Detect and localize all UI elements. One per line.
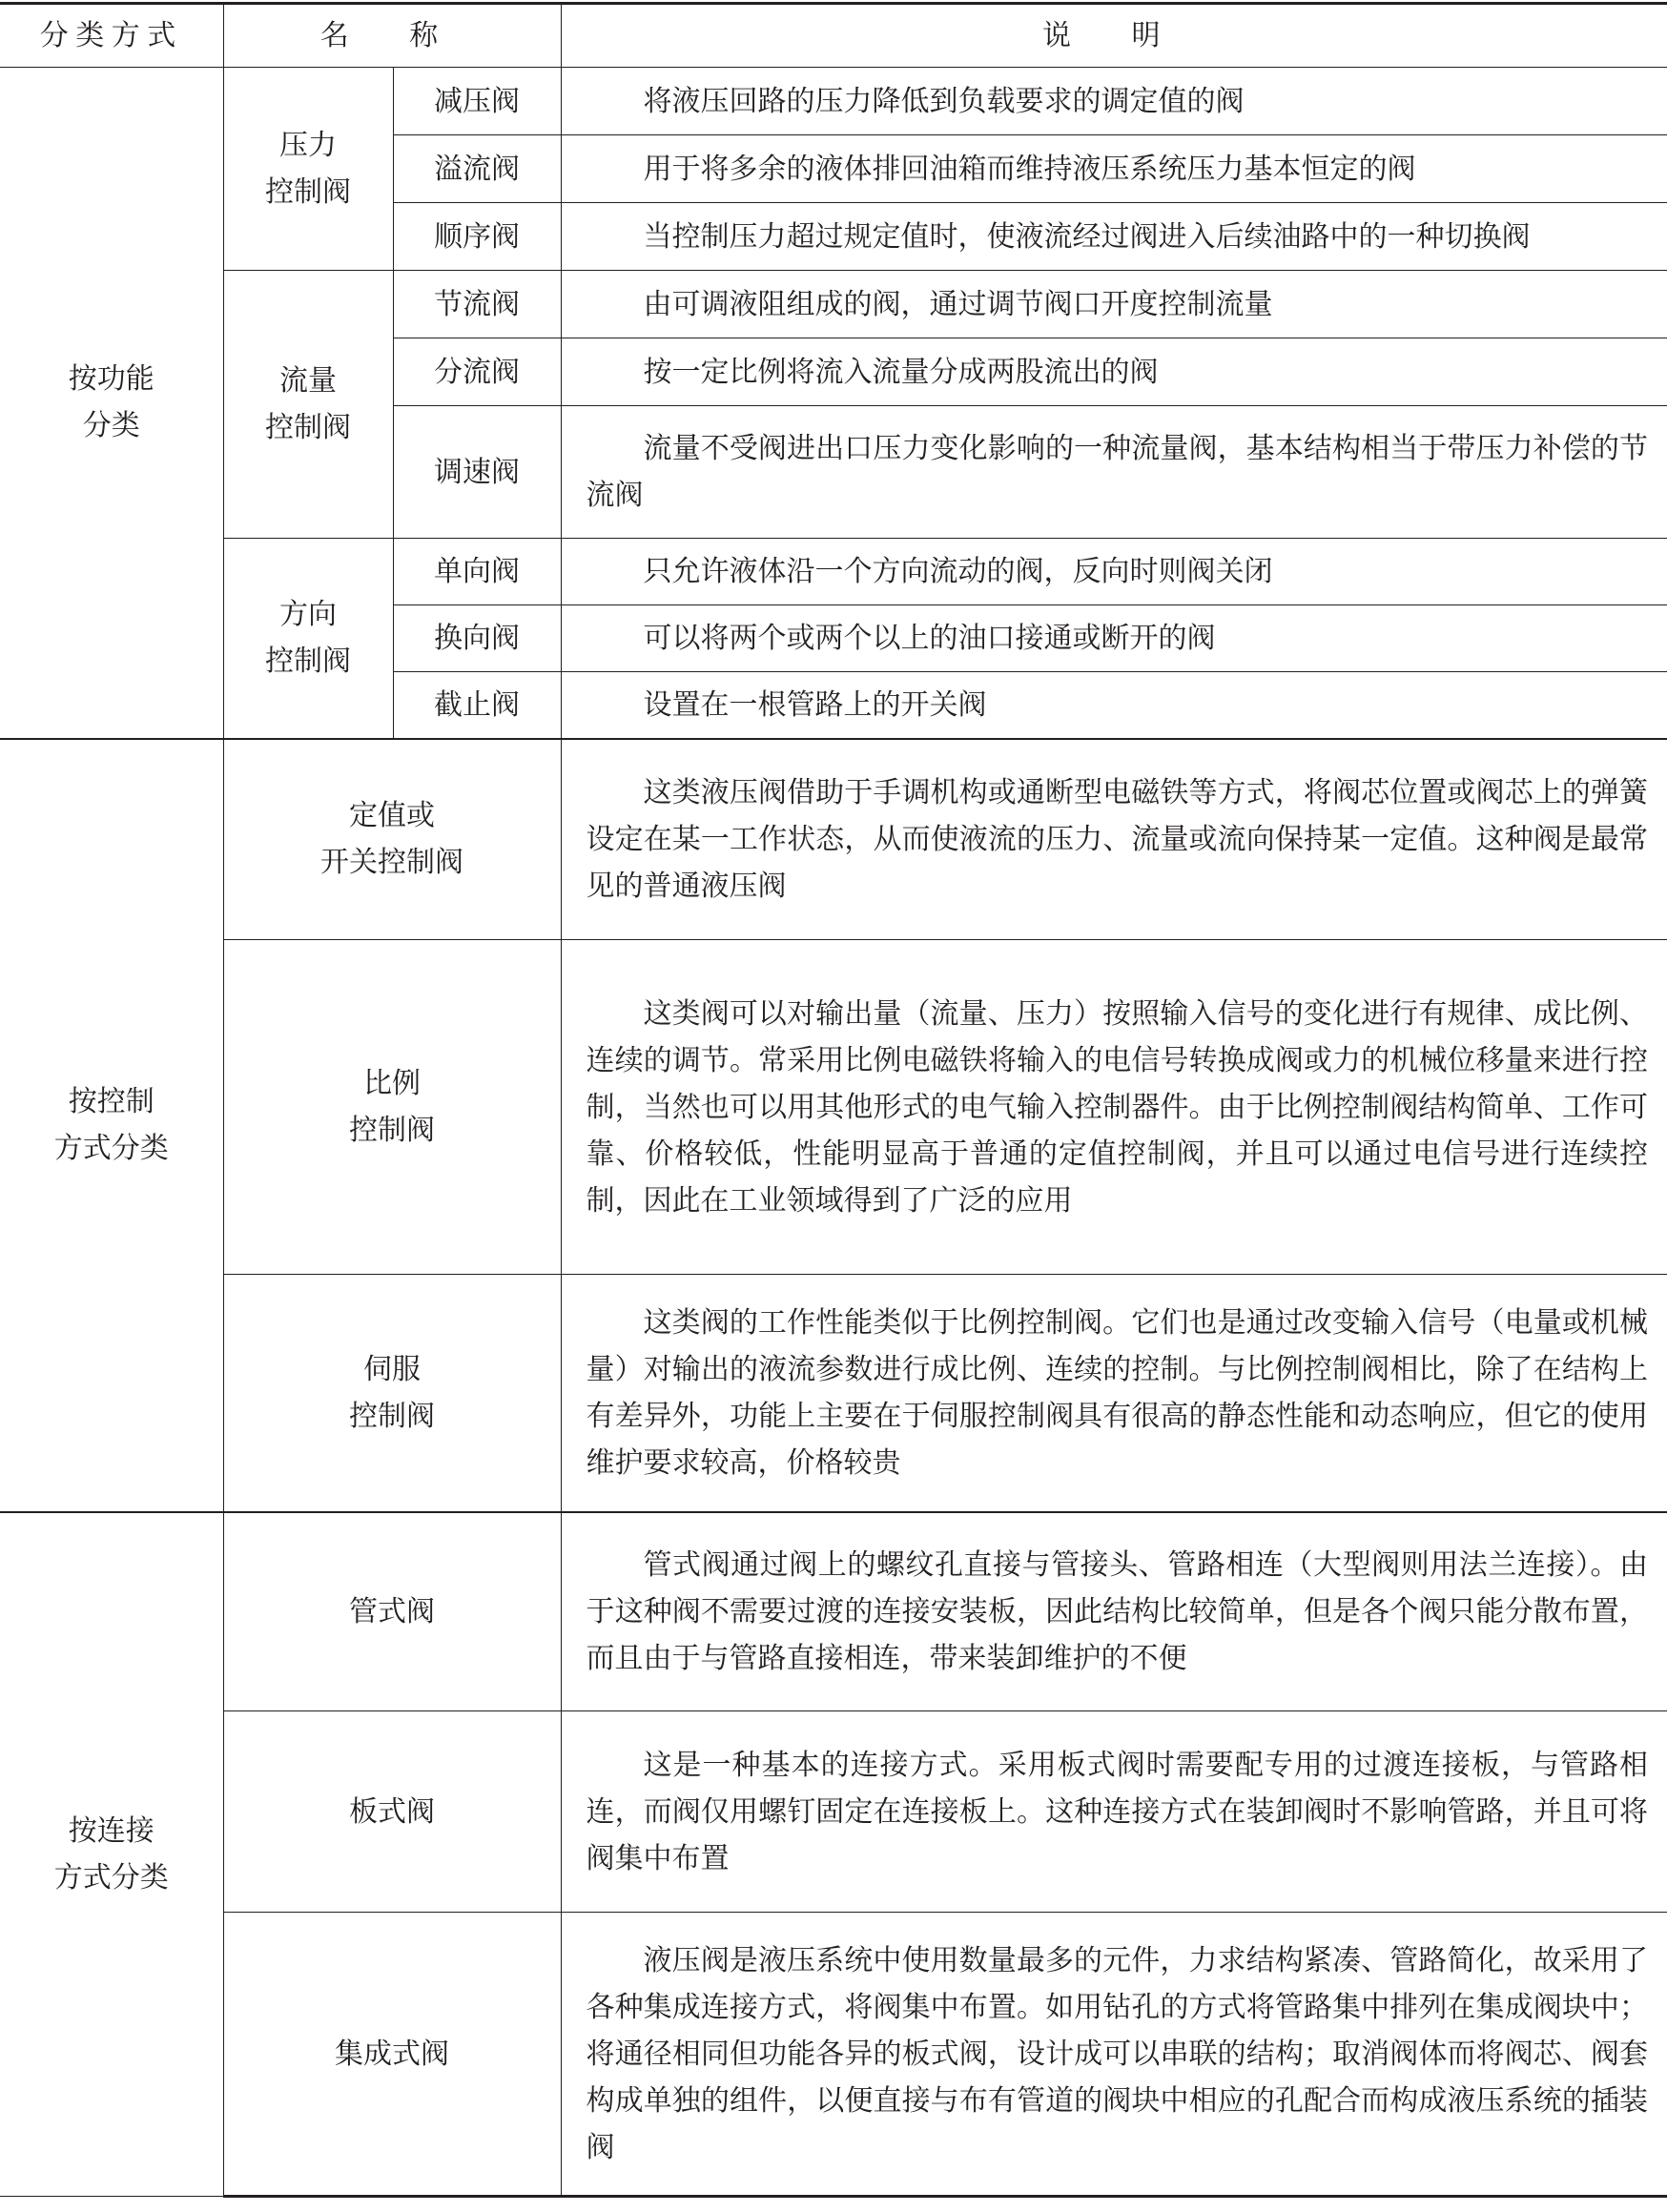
header-name: 名 称: [223, 4, 561, 68]
group-flow-control: 流量 控制阀: [223, 271, 393, 539]
valve-name: 管式阀: [223, 1512, 561, 1711]
group-pressure-control: 压力 控制阀: [223, 68, 393, 271]
header-description: 说 明: [561, 4, 1667, 68]
valve-name: 换向阀: [393, 605, 561, 672]
valve-description: 流量不受阀进出口压力变化影响的一种流量阀，基本结构相当于带压力补偿的节流阀: [561, 406, 1667, 539]
valve-name: 节流阀: [393, 271, 561, 338]
table-row: [0, 1711, 1667, 1913]
valve-name: 调速阀: [393, 406, 561, 539]
table-row: [0, 271, 1667, 338]
valve-description: 将液压回路的压力降低到负载要求的调定值的阀: [561, 68, 1667, 135]
valve-description: 这是一种基本的连接方式。采用板式阀时需要配专用的过渡连接板，与管路相连，而阀仅用螺钉固定在连接板上。这种连接方式在装卸阀时不影响管路，并且可将阀集中布置: [561, 1711, 1667, 1913]
table-row: [0, 739, 1667, 940]
valve-name: 比例 控制阀: [223, 940, 561, 1275]
valve-description: 只允许液体沿一个方向流动的阀，反向时则阀关闭: [561, 539, 1667, 605]
valve-name: 伺服 控制阀: [223, 1275, 561, 1512]
valve-name: 板式阀: [223, 1711, 561, 1913]
valve-description: 设置在一根管路上的开关阀: [561, 672, 1667, 739]
table-header-row: [0, 4, 1667, 68]
valve-classification-table: [0, 2, 1667, 2198]
category-control-method: 按控制 方式分类: [0, 739, 223, 1512]
category-function: 按功能 分类: [0, 68, 223, 739]
valve-description: 当控制压力超过规定值时，使液流经过阀进入后续油路中的一种切换阀: [561, 203, 1667, 271]
valve-description: 用于将多余的液体排回油箱而维持液压系统压力基本恒定的阀: [561, 135, 1667, 203]
table-row: [0, 539, 1667, 605]
valve-description: 这类液压阀借助于手调机构或通断型电磁铁等方式，将阀芯位置或阀芯上的弹簧设定在某一工作状态，从而使液流的压力、流量或流向保持某一定值。这种阀是最常见的普通液压阀: [561, 739, 1667, 940]
valve-name: 单向阀: [393, 539, 561, 605]
table-row: [0, 940, 1667, 1275]
valve-name: 截止阀: [393, 672, 561, 739]
valve-description: 液压阀是液压系统中使用数量最多的元件，力求结构紧凑、管路简化，故采用了各种集成连接方式，将阀集中布置。如用钻孔的方式将管路集中排列在集成阀块中；将通径相同但功能各异的板式阀，设计成可以串联的结构；取消阀体而将阀芯、阀套构成单独的组件，以便直接与布有管道的阀块中相应的孔配合而构成液压系统的插装阀: [561, 1913, 1667, 2197]
valve-name: 定值或 开关控制阀: [223, 739, 561, 940]
valve-name: 顺序阀: [393, 203, 561, 271]
valve-description: 管式阀通过阀上的螺纹孔直接与管接头、管路相连（大型阀则用法兰连接）。由于这种阀不需要过渡的连接安装板，因此结构比较简单，但是各个阀只能分散布置，而且由于与管路直接相连，带来装卸维护的不便: [561, 1512, 1667, 1711]
valve-description: 这类阀可以对输出量（流量、压力）按照输入信号的变化进行有规律、成比例、连续的调节。常采用比例电磁铁将输入的电信号转换成阀或力的机械位移量来进行控制，当然也可以用其他形式的电气输入控制器件。由于比例控制阀结构简单、工作可靠、价格较低，性能明显高于普通的定值控制阀，并且可以通过电信号进行连续控制，因此在工业领域得到了广泛的应用: [561, 940, 1667, 1275]
category-connection-method: 按连接 方式分类: [0, 1512, 223, 2197]
valve-description: 这类阀的工作性能类似于比例控制阀。它们也是通过改变输入信号（电量或机械量）对输出的液流参数进行成比例、连续的控制。与比例控制阀相比，除了在结构上有差异外，功能上主要在于伺服控制阀具有很高的静态性能和动态响应，但它的使用维护要求较高，价格较贵: [561, 1275, 1667, 1512]
valve-name: 减压阀: [393, 68, 561, 135]
group-direction-control: 方向 控制阀: [223, 539, 393, 739]
table-row: [0, 1512, 1667, 1711]
valve-name: 分流阀: [393, 338, 561, 406]
valve-name: 集成式阀: [223, 1913, 561, 2197]
table-row: [0, 1275, 1667, 1512]
table-row: [0, 68, 1667, 135]
header-classification-method: 分类方式: [0, 4, 223, 68]
valve-name: 溢流阀: [393, 135, 561, 203]
table-row: [0, 1913, 1667, 2197]
valve-description: 按一定比例将流入流量分成两股流出的阀: [561, 338, 1667, 406]
valve-description: 可以将两个或两个以上的油口接通或断开的阀: [561, 605, 1667, 672]
valve-description: 由可调液阻组成的阀，通过调节阀口开度控制流量: [561, 271, 1667, 338]
